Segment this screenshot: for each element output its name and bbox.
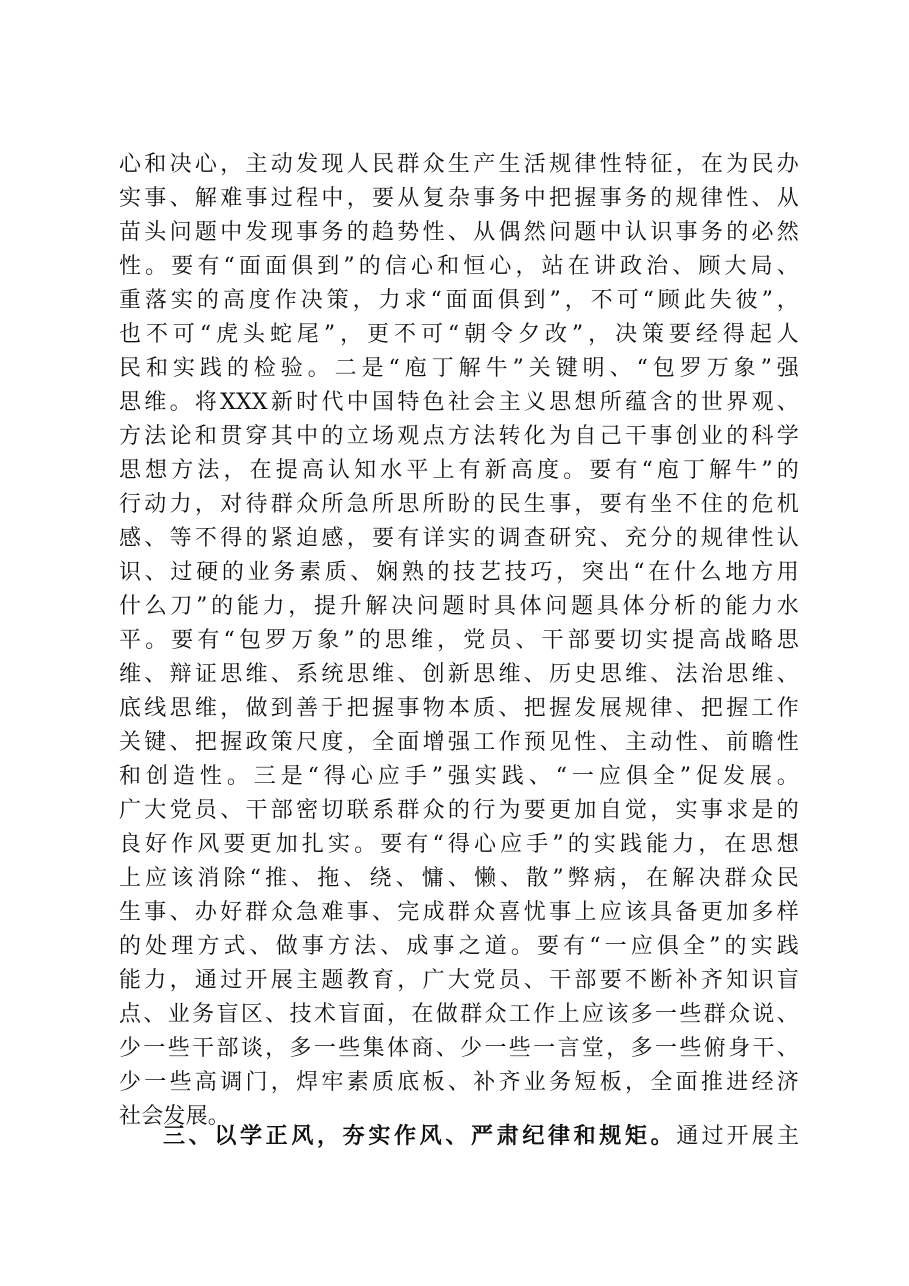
paragraph-line: 感、等不得的紧迫感，要有详实的调查研究、充分的规律性认 <box>119 526 799 551</box>
paragraph-line: 思维。将XXX新时代中国特色社会主义思想所蕴含的世界观、 <box>119 390 799 415</box>
paragraph-line: 良好作风要更加扎实。要有“得心应手”的实践能力，在思想 <box>119 832 799 857</box>
body-paragraph <box>119 148 799 1134</box>
paragraph-line: 生事、办好群众急难事、完成群众喜忧事上应该具备更加多样 <box>119 900 799 925</box>
paragraph-line: 思想方法，在提高认知水平上有新高度。要有“庖丁解牛”的 <box>119 458 799 483</box>
paragraph-line: 能力，通过开展主题教育，广大党员、干部要不断补齐知识盲 <box>119 968 799 993</box>
paragraph-line: 苗头问题中发现事务的趋势性、从偶然问题中认识事务的必然 <box>119 220 799 245</box>
paragraph-line: 重落实的高度作决策，力求“面面俱到”，不可“顾此失彼”， <box>119 288 799 313</box>
paragraph-line: 和创造性。三是“得心应手”强实践、“一应俱全”促发展。 <box>119 764 799 789</box>
paragraph-line: 行动力，对待群众所急所思所盼的民生事，要有坐不住的危机 <box>119 492 799 517</box>
paragraph-line: 方法论和贯穿其中的立场观点方法转化为自己干事创业的科学 <box>119 424 799 449</box>
section-heading-continuation: 通过开展主 <box>676 1124 799 1149</box>
paragraph-line: 维、辩证思维、系统思维、创新思维、历史思维、法治思维、 <box>119 662 799 687</box>
paragraph-line: 社会发展。 <box>119 1104 231 1129</box>
paragraph-line: 什么刀”的能力，提升解决问题时具体问题具体分析的能力水 <box>119 594 799 619</box>
paragraph-line: 关键、把握政策尺度，全面增强工作预见性、主动性、前瞻性 <box>119 730 799 755</box>
paragraph-line: 底线思维，做到善于把握事物本质、把握发展规律、把握工作 <box>119 696 799 721</box>
paragraph-line: 少一些高调门，焊牢素质底板、补齐业务短板，全面推进经济 <box>119 1070 799 1095</box>
paragraph-line: 也不可“虎头蛇尾”，更不可“朝令夕改”，决策要经得起人 <box>119 322 799 347</box>
paragraph-line: 识、过硬的业务素质、娴熟的技艺技巧，突出“在什么地方用 <box>119 560 799 585</box>
paragraph-line: 性。要有“面面俱到”的信心和恒心，站在讲政治、顾大局、 <box>119 254 799 279</box>
paragraph-line: 广大党员、干部密切联系群众的行为要更加自觉，实事求是的 <box>119 798 799 823</box>
paragraph-line: 点、业务盲区、技术盲面，在做群众工作上应该多一些群众说、 <box>119 1002 799 1027</box>
section-heading-paragraph <box>119 1120 799 1154</box>
paragraph-line: 少一些干部谈，多一些集体商、少一些一言堂，多一些俯身干、 <box>119 1036 799 1061</box>
paragraph-line: 民和实践的检验。二是“庖丁解牛”关键明、“包罗万象”强 <box>119 356 799 381</box>
paragraph-line: 平。要有“包罗万象”的思维，党员、干部要切实提高战略思 <box>119 628 799 653</box>
paragraph-line: 的处理方式、做事方法、成事之道。要有“一应俱全”的实践 <box>119 934 799 959</box>
paragraph-line: 上应该消除“推、拖、绕、慵、懒、散”弊病，在解决群众民 <box>119 866 799 891</box>
section-heading: 三、以学正风，夯实作风、严肃纪律和规矩。 <box>163 1124 677 1149</box>
paragraph-line: 实事、解难事过程中，要从复杂事务中把握事务的规律性、从 <box>119 186 799 211</box>
paragraph-line: 心和决心，主动发现人民群众生产生活规律性特征，在为民办 <box>119 152 799 177</box>
